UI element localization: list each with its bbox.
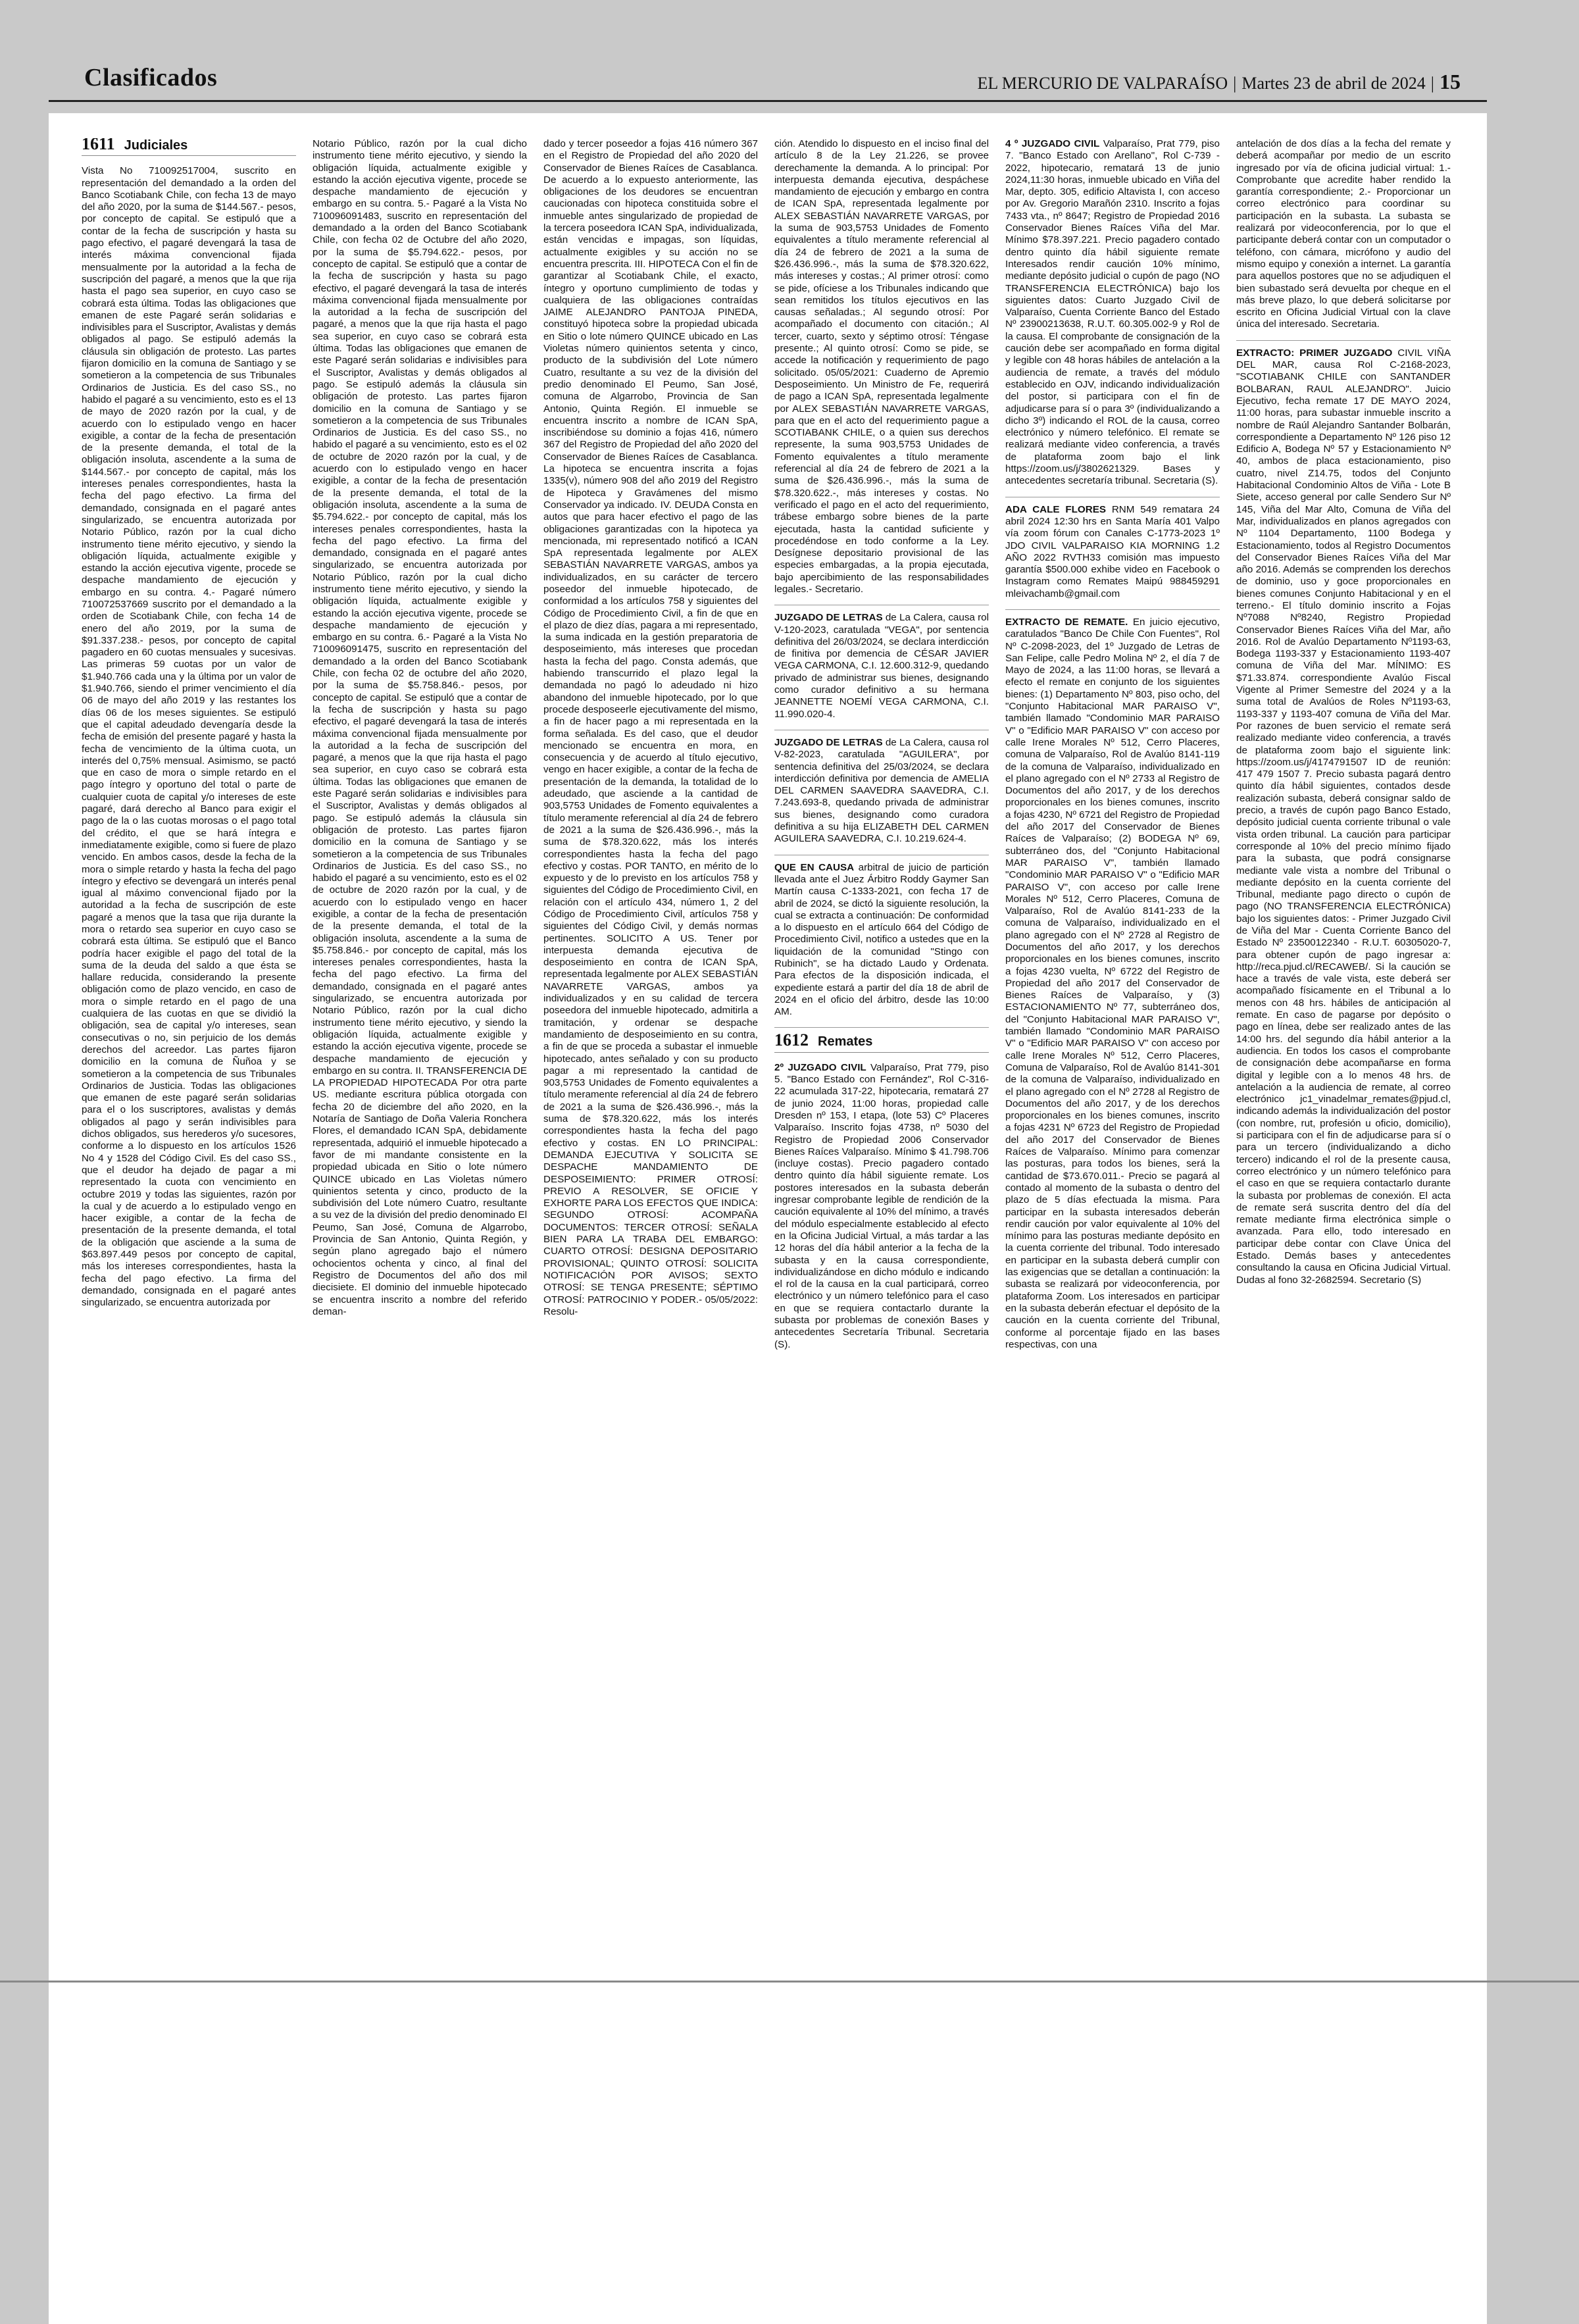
page-number: 15 (1440, 70, 1461, 93)
issue-date: Martes 23 de abril de 2024 (1241, 74, 1426, 93)
notice-lead: JUZGADO DE LETRAS (774, 612, 883, 624)
newspaper-name: EL MERCURIO DE VALPARAÍSO (977, 74, 1228, 93)
notice (1005, 504, 1220, 610)
notice-text: antelación de dos días a la fecha del remate y deberá acompañar por medio de un escrito ingresado por vía de oficina judicial virtual: 1.- Comprobante que acredite haber rendido la garantía correspondiente; 2.- Proporcionar un correo electrónico para coordinar su participación en la subasta. La subasta se realizará por videoconferencia, por lo que el participante deberá contar con un computador o teléfono, con cámara, micrófono y audio del mismo equipo y conexión a internet. La garantía para aquellos postores que no se adjudiquen el bien subastado será devuelta por cheque en el más breve plazo, lo que deberá solicitarse por escrito en Oficina Judicial Virtual con la clave única del interesado. Secretaria. (1236, 138, 1451, 330)
column-4 (774, 138, 989, 2059)
notice (774, 1062, 989, 1360)
notice-text: CIVIL VIÑA DEL MAR, causa Rol C-2168-2023, "SCOTIABANK CHILE con SANTANDER BOLBARAN, RAUL ALEJANDRO". Juicio Ejecutivo, fecha remate 17 DE MAYO 2024, 11:00 horas, para subastar inmueble inscrito a nombre de Raúl Alejandro Santander Bolbarán, correspondiente a Departamento Nº 126 piso 12 Edificio A, Bodega Nº 57 y Estacionamiento Nº 40, ambos de placa estacionamiento, piso cuatro, nivel Z14.75, todos del Conjunto Habitacional Condominio Altos de Viña - Lote B Siete, acceso general por calle Sendero Sur Nº 145, Viña del Mar Alto, Comuna de Viña del Mar, individualizados en planos agregados con Nº 1104 Departamento, 1100 Bodega y Estacionamiento, todos al Registro Documentos del Conservador Bienes Raíces Viña del Mar año 2016. Además se comprenden los derechos de dominio, uso y goce proporcionales en bienes comunes Conjunto Habitacional y en el terreno.- El título dominio inscrito a Fojas Nº7088 Nº8240, Registro Propiedad Conservador Bienes Raíces Viña del Mar, año 2016. Rol de Avalúo Departamento Nº1193-63, Bodega 1193-337 y Estacionamiento 1193-407 comuna de Viña del Mar. MÍNIMO: ES $71.33.874. correspondiente Avalúo Fiscal Vigente al Primer Semestre del 2024 y a la suma total de Avalúos de Roles Nº1193-63, 1193-337 y 1193-407 comuna de Viña del Mar. Por razones de buen servicio el remate será realizado mediante video conferencia, a través de plataforma zoom bajo el siguiente link: https://zoom.us/j/4174791507 ID de reunión: 417 479 1507 7. Precio subasta pagará dentro quinto día hábil siguientes, contados desde realización subasta, deberá consignar saldo de precio, a través de cupón pago Banco Estado, depósito judicial cuenta corriente tribunal o vale vista orden tribunal. La caución para participar corresponde al 10% del precio mínimo fijado para la subasta, que podrá consignarse mediante vale vista a nombre del Tribunal o mediante depósito en la cuenta corriente del Tribunal, mediante pago directo o cupón de pago (NO TRANSFERENCIA ELECTRÓNICA) bajo los siguientes datos: - Primer Juzgado Civil de Viña del Mar - Cuenta Corriente Banco del Estado Nº 23500122340 - R.U.T. 60305020-7, para obtener cupón de pago ingresar a: http://reca.pjud.cl/RECAWEB/. Si la caución se hace a través de vale vista, este deberá ser acompañado físicamente en el Tribunal a lo menos con 48 hrs. hábiles de anticipación al remate. En caso de pagarse por depósito o pago en línea, debe ser realizado antes de las 14:00 hrs. del segundo día hábil anterior a la audiencia. En todos los casos el comprobante de consignación debe acompañarse en forma digital y legible con a lo menos 48 hrs. de antelación a la audiencia de remate, al correo electrónico jc1_vinadelmar_remates@pjud.cl, indicando además la individualización del postor (con nombre, rut, profesión u oficio, domicilio), si participara con el fin de adjudicarse para sí o para un tercero (individualizando a dicho tercero) indicando el rol de la presente causa, correo electrónico y un número telefónico para el caso en que se requiera contactarlo durante la subasta por problemas de conexión. El acta de remate será suscrita dentro del día del remate mediante firma electrónica simple o avanzada. Para ello, todo interesado en participar debe contar con Clave Única del Estado. Demás bases y antecedentes consultando la causa en Oficina Judicial Virtual. Dudas al fono 32-2682594. Secretario (S) (1236, 347, 1451, 1286)
notice (1236, 347, 1451, 1296)
notice-text: Notario Público, razón por la cual dicho instrumento tiene mérito ejecutivo, y siendo la obligación líquida, actualmente exigible y estando la acción ejecutiva vigente, procede se despache mandamiento de ejecución y embargo en su contra. 5.- Pagaré a la Vista No 710096091483, suscrito en representación del demandado a la orden del Banco Scotiabank Chile, con fecha 02 de Octubre del año 2020, por la suma de $5.794.622.- pesos, por concepto de capital. Se estipuló que a contar de la fecha de suscripción y hasta su pago efectivo, el pagaré devengará la tasa de interés máxima convencional fijada mensualmente por la autoridad a la fecha de suscripción del pagaré, a menos que la que rija hasta el pago sea superior, en cuyo caso se cobrará esta última. Todas las obligaciones que emanen de este Pagaré serán solidarias e indivisibles para el Suscriptor, Avalistas y demás obligados al pago. Se estipuló además la cláusula sin obligación de protesto. Las partes fijaron domicilio en la comuna de Santiago y se sometieron a la competencia de sus Tribunales Ordinarios de Justicia. Es del caso SS., no habido el pagaré a su vencimiento, esto es el 02 de octubre de 2020 razón por la cual, y de acuerdo con lo estipulado vengo en hacer exigible, a contar de la fecha de presentación de la presente demanda, el total de la obligación insoluta, ascendente a la suma de $5.794.622.- por concepto de capital, más los intereses penales correspondientes, hasta la fecha del pago efectivo. La firma del demandado, consignada en el pagaré antes singularizado, se encuentra autorizada por Notario Público, razón por la cual dicho instrumento tiene mérito ejecutivo, y siendo la obligación líquida, actualmente exigible y estando la acción ejecutiva vigente, procede se despache mandamiento de ejecución y embargo en su contra. 6.- Pagaré a la Vista No 710096091475, suscrito en representación del demandado a la orden del Banco Scotiabank Chile, con fecha 02 de octubre del año 2020, por la suma de $5.758.846.- pesos, por concepto de capital. Se estipuló que a contar de la fecha de suscripción y hasta su pago efectivo, el pagaré devengará la tasa de interés máxima convencional fijada mensualmente por la autoridad a la fecha de suscripción del pagaré, a menos que la que rija hasta el pago sea superior, en cuyo caso se cobrará esta última. Todas las obligaciones que emanen de este Pagaré serán solidarias e indivisibles para el Suscriptor, Avalistas y demás obligados al pago. Se estipuló además la cláusula sin obligación de protesto. Las partes fijaron domicilio en la comuna de Santiago y se sometieron a la competencia de sus Tribunales Ordinarios de Justicia. Es del caso SS., no habido el pagaré a su vencimiento, esto es el 02 de octubre de 2020 razón por la cual, y de acuerdo con lo estipulado vengo en hacer exigible, a contar de la fecha de presentación de la presente demanda, el total de la obligación insoluta, ascendente a la suma de $5.758.846.- por concepto de capital, más los intereses penales correspondientes, hasta la fecha del pago efectivo. La firma del demandado, consignada en el pagaré antes singularizado, se encuentra autorizada por Notario Público, razón por la cual dicho instrumento tiene mérito ejecutivo, y siendo la obligación líquida, actualmente exigible y estando la acción ejecutiva vigente, procede se despache mandamiento de ejecución y embargo en su contra. II. TRANSFERENCIA DE LA PROPIEDAD HIPOTECADA Por otra parte US. mediante escritura pública otorgada con fecha 20 de diciembre del año 2020, en la Notaría de Santiago de Doña Valeria Ronchera Flores, el demandado ICAN SpA, debidamente representada, adquirió el inmueble hipotecado a favor de mi mandante consistente en la propiedad ubicada en Sitio o lote número QUINCE ubicado en Las Violetas número quinientos setenta y cinco, producto de la subdivisión del Lote número Cuatro, resultante a su vez de la división del predio denominado El Peumo, San José, Comuna de Algarrobo, Provincia de San Antonio, Quinta Región, y según plano agregado bajo el número ochocientos ochenta y cinco, al final del Registro de Documentos del año dos mil diecisiete. El dominio del inmueble hipotecado se encuentra inscrito a nombre del referido deman- (313, 138, 527, 1317)
notice (1005, 138, 1220, 497)
column-6 (1236, 138, 1451, 2059)
notice-text: dado y tercer poseedor a fojas 416 número 367 en el Registro de Propiedad del año 2020 del Conservador de Bienes Raíces de Casablanca. De acuerdo a lo expuesto anteriormente, las obligaciones de los deudores se encuentran caucionadas con hipoteca constituida sobre el inmueble antes singularizado de propiedad de la tercera poseedora ICAN SpA, individualizada, están vencidas e impagas, son líquidas, actualmente exigibles y su acción no se encuentra prescrita. III. HIPOTECA Con el fin de garantizar al Scotiabank Chile, el exacto, íntegro y oportuno cumplimiento de todas y cualquiera de las obligaciones contraídas JAIME ALEJANDRO PANTOJA PINEDA, constituyó hipoteca sobre la propiedad ubicada en Sitio o lote número QUINCE ubicado en Las Violetas número quinientos setenta y cinco, producto de la subdivisión del Lote número Cuatro, resultante a su vez de la división del predio denominado El Peumo, San José, comuna de Algarrobo, Provincia de San Antonio, Quinta Región. El inmueble se encuentra inscrito a nombre de ICAN SpA, inscribiéndose su dominio a fojas 416, número 367 del Registro de Propiedad del año 2020 del Conservador de Bienes Raíces de Casablanca. La hipoteca se encuentra inscrita a fojas 1335(v), número 908 del año 2019 del Registro de Hipoteca y Gravámenes del mismo Conservador ya indicado. IV. DEUDA Consta en autos que para hacer efectivo el pago de las obligaciones garantizadas con la hipoteca ya mencionada, mi representado notificó a ICAN SpA representada legalmente por ALEX SEBASTIÁN NAVARRETE VARGAS, ambos ya individualizados, en su carácter de tercero poseedor del inmueble hipotecado, de conformidad a los artículos 758 y siguientes del Código de Procedimiento Civil, a fin de que en el plazo de diez días, pagara a mi representado, la suma indicada en la gestión preparatoria de desposeimiento, más intereses que procedan hasta la fecha del pago. Consta además, que habiendo transcurrido el plazo legal la demandada no pagó lo adeudado ni hizo abandono del inmueble hipotecado, por lo que procede desposeerle ejecutivamente del mismo, a fin de hacer pago a mi representada en la forma señalada. Es del caso, que el deudor mencionado se encuentra en mora, en consecuencia y de acuerdo al título ejecutivo, vengo en hacer exigible, a contar de la fecha de presentación de la demanda, la totalidad de lo adeudado, que asciende a la cantidad de 903,5753 Unidades de Fomento equivalentes a título meramente referencial al día 24 de febrero de 2021 a la suma de $26.436.996.-, más la suma de $78.320.622, más los interés correspondientes hasta la fecha del pago efectivo y costas. POR TANTO, en mérito de lo expuesto y de lo previsto en los artículos 758 y siguientes del Código de Procedimiento Civil, en relación con el artículo 434, número 1, 2 del Código de Procedimiento Civil, artículos 758 y siguientes del Código Civil, y demás normas pertinentes. SOLICITO A US. Tener por interpuesta demanda ejecutiva de desposeimiento en contra de ICAN SpA, representada legalmente por ALEX SEBASTIÁN NAVARRETE VARGAS, ambos ya individualizados y en su calidad de tercera poseedora del inmueble hipotecado, admitirla a tramitación, y ordenar se despache mandamiento de desposeimiento en su contra, a fin de que se proceda a subastar el inmueble hipotecado, antes señalado y con su producto pagar a mi representado la cantidad de 903,5753 Unidades de Fomento equivalentes a título meramente referencial al día 24 de febrero de 2021 a la suma de $26.436.996.-, más la suma de $78.320.622, más los interés correspondientes hasta la fecha del pago efectivo y costas. EN LO PRINCIPAL: DEMANDA EJECUTIVA Y SOLICITA SE DESPACHE MANDAMIENTO DE DESPOSEIMIENTO: PRIMER OTROSÍ: PREVIO A RESOLVER, SE OFICIE Y EXHORTE PARA LOS EFECTOS QUE INDICA: SEGUNDO OTROSÍ: ACOMPAÑA DOCUMENTOS: TERCER OTROSÍ: SEÑALA BIEN PARA LA TRABA DEL EMBARGO: CUARTO OTROSÍ: DESIGNA DEPOSITARIO PROVISIONAL; QUINTO OTROSÍ: SOLICITA NOTIFICACIÓN POR AVISOS; SEXTO OTROSÍ: SE TENGA PRESENTE; SÉPTIMO OTROSÍ: PATROCINIO Y PODER.- 05/05/2022: Resolu- (543, 138, 758, 1317)
notice-text: arbitral de juicio de partición llevada ante el Juez Árbitro Roddy Gaymer San Martín causa C-1333-2021, con fecha 17 de abril de 2024, se dictó la siguiente resolución, la cual se extracta a continuación: De conformidad a lo dispuesto en el artículo 664 del Código de Procedimiento Civil, notifico a ustedes que en la liquidación de la comunidad "Stingo con Rubinich", se ha dictado Laudo y Ordenata. Para efectos de la disposición indicada, el expediente estará a partir del día 18 de abril de 2024 en el oficio del árbitro, desde las 10:00 AM. (774, 861, 989, 1018)
notice-text: ción. Atendido lo dispuesto en el inciso final del artículo 8 de la Ley 21.226, se provee derechamente la demanda. A lo principal: Por interpuesta demanda ejecutiva, despáchese mandamiento de ejecución y embargo en contra de ICAN SpA, representada legalmente por ALEX SEBASTIÁN NAVARRETE VARGAS, por la suma de 903,5753 Unidades de Fomento equivalentes a título meramente referencial al día 24 de febrero de 2021 a la suma de $26.436.996.-, más la suma de $78.320.622, más intereses y costas.; Al primer otrosí: como se pide, ofíciese a los Tribunales indicando que sean remitidos los títulos ejecutivos en las causas señaladas.; Al segundo otrosí: Por acompañado el documento con citación.; Al tercer, cuarto, sexto y séptimo otrosí: Téngase presente.; Al quinto otrosí: Como se pide, se accede la notificación y requerimiento de pago solicitado. 05/05/2021: Cuaderno de Apremio Desposeimiento. Un Ministro de Fe, requerirá de pago a ICAN SpA, representada legalmente por ALEX SEBASTIÁN NAVARRETE VARGAS, para que en el acto del requerimiento pague a SCOTIABANK CHILE, o a quien sus derechos represente, la suma 903,5753 Unidades de Fomento equivalentes a título meramente referencial al día 24 de febrero de 2021 a la suma de $26.436.996.-, más la suma de $78.320.622.-, más intereses y costas. No verificado el pago en el acto del requerimiento, trábese embargo sobre bienes de la parte ejecutada, hasta la cantidad suficiente y procedéndose en todo conforme a la Ley. Desígnese depositario provisional de las especies embargadas, a la propia ejecutada, bajo apercibimiento de las responsabilidades legales.- Secretario. (774, 138, 989, 595)
column-5 (1005, 138, 1220, 2059)
notice (774, 138, 989, 605)
notice-lead: ADA CALE FLORES (1005, 503, 1106, 515)
notice (774, 862, 989, 1028)
page-header (49, 61, 1487, 102)
notice (1236, 138, 1451, 341)
rubric-name: Remates (818, 1034, 873, 1049)
notice-lead: 4 º JUZGADO CIVIL (1005, 138, 1100, 149)
notice-text: Vista No 710092517004, suscrito en representación del demandado a la orden del Banco Scotiabank Chile, con fecha 13 de mayo del año 2020, por la suma de $144.567.- pesos, por concepto de capital. Se estipuló que a contar de la fecha de suscripción y hasta su pago efectivo, el pagaré devengará la tasa de interés máxima convencional fijada mensualmente por la autoridad a la fecha de suscripción del pagaré, a menos que la que rija hasta el pago sea superior, en cuyo caso se cobrará esta última. Todas las obligaciones que emanen de este Pagaré serán solidarias e indivisibles para el Suscriptor, Avalistas y demás obligados al pago. Se estipuló además la cláusula sin obligación de protesto. Las partes fijaron domicilio en la comuna de Santiago y se sometieron a la competencia de sus Tribunales Ordinarios de Justicia. Es del caso SS., no habido el pagaré a su vencimiento, esto es el 13 de mayo de 2020 razón por la cual, y de acuerdo con lo estipulado vengo en hacer exigible, a contar de la fecha de presentación de la presente demanda, el total de la obligación insoluta, ascendente a la suma de $144.567.- por concepto de capital, más los intereses penales correspondientes, hasta la fecha del pago efectivo. La firma del demandado, consignada en el pagaré antes singularizado, se encuentra autorizada por Notario Público, razón por la cual dicho instrumento tiene mérito ejecutivo, y siendo la obligación líquida, actualmente exigible y estando la acción ejecutiva vigente, procede se despache mandamiento de ejecución y embargo en su contra. 4.- Pagaré número 710072537669 suscrito por el demandado a la orden de Scotiabank Chile, con fecha 14 de enero del año 2019, por la suma de $91.337.238.- pesos, por concepto de capital pagadero en 60 cuotas mensuales y sucesivas. Las primeras 59 cuotas por un valor de $1.940.766 cada una y la última por un valor de $1.940.766, siendo el primer vencimiento el día 06 de mayo del año 2019 y las restantes los días 06 de los meses siguientes. Se estipuló que el capital adeudado devengaría desde la fecha de emisión del presente pagaré y hasta la fecha de vencimiento de la última cuota, un interés del 0,75% mensual. Asimismo, se pactó que en caso de mora o simple retardo en el pago íntegro y oportuno del total o parte de cualquier cuota de capital y/o intereses de este pagaré, dará derecho al Banco para exigir el pago de la o las cuotas morosas o el pago total del crédito, el que se hará íntegra e inmediatamente exigible, como si fuere de plazo vencido. En ambos casos, desde la fecha de la mora o simple retardo y hasta la fecha del pago íntegro y efectivo se devengará un interés penal igual al máximo convencional fijado por la autoridad a la fecha de suscripción de este pagaré a menos que la tasa que rija durante la mora o retardo sea superior en cuyo caso se cobrará esta última. Se estipuló que el Banco podría hacer exigible el pago del total de la suma de la deuda del saldo a que ésta se hallare reducida, considerando la presente obligación como de plazo vencido, en caso de mora o simple retardo en el pago de una cualquiera de las cuotas en que se dividió la obligación, sea de capital y/o intereses, sean consecutivas o no, sin perjuicio de los demás derechos del acreedor. Las partes fijaron domicilio en la comuna de Ñuñoa y se sometieron a la competencia de sus Tribunales Ordinarios de Justicia. Todas las obligaciones que emanen de este pagaré serán solidarias para el o los suscriptores, avalistas y demás obligados al pago y serán indivisibles para dichos obligados, sus herederos y/o sucesores, conforme a lo dispuesto en los artículos 1526 No 4 y 1528 del Código Civil. Es del caso SS., que el deudor ha dejado de pagar a mi representado la cuota con vencimiento en octubre 2019 y todas las siguientes, razón por la cual y de acuerdo a lo estipulado vengo en hacer exigible, a contar de la fecha de presentación de la presente demanda, el total de la obligación que asciende a la suma de $63.897.449 pesos por concepto de capital, más los intereses correspondientes, hasta la fecha del pago efectivo. La firma del demandado, consignada en el pagaré antes singularizado, se encuentra autorizada por (82, 165, 296, 1309)
notice-lead: EXTRACTO: PRIMER JUZGADO (1236, 347, 1393, 359)
rubric-number: 1612 (774, 1030, 809, 1050)
notice-lead: QUE EN CAUSA (774, 861, 855, 873)
classifieds-page (49, 113, 1487, 2324)
rubric-number: 1611 (82, 138, 115, 153)
notice-lead: EXTRACTO DE REMATE. (1005, 616, 1128, 628)
rubric-name: Judiciales (124, 138, 188, 153)
column-3 (543, 138, 758, 2059)
notice (774, 612, 989, 730)
notice-text: Valparaíso, Prat 779, piso 7. "Banco Estado con Arellano", Rol C-739 - 2022, hipotecario, rematará 13 de junio 2024,11:30 horas, inmueble ubicado en Viña del Mar, depto. 305, edificio Altavista I, con acceso por Av. Gregorio Marañón 2310. Inscrito a fojas 7433 vta., nº 8647; Registro de Propiedad 2016 Conservador Bienes Raíces Viña del Mar. Mínimo $78.397.221. Precio pagadero contado dentro quinto día hábil siguiente remate Interesados rendir caución 10% mínimo, mediante depósito judicial o cupón de pago (NO TRANSFERENCIA ELECTRÓNICA) bajo los siguientes datos: Cuarto Juzgado Civil de Valparaíso, Cuenta Corriente Banco del Estado Nº 23900213638, R.U.T. 60.305.002-9 y Rol de la causa. El comprobante de consignación de la caución debe ser acompañado en forma digital y legible con 48 horas hábiles de antelación a la audiencia de remate, a través del módulo establecido en OJV, indicando individualización del postor, si participara con el fin de adjudicarse para sí o para 3º (individualizando a dicho 3º) indicando el ROL de la causa, correo electrónico y número telefónico. El remate se realizará mediante video conferencia, a través de plataforma zoom bajo el link https://zoom.us/j/3802621329. Bases y antecedentes secretaría tribunal. Secretaria (S). (1005, 138, 1220, 487)
column-2 (313, 138, 527, 2059)
notice-lead: JUZGADO DE LETRAS (774, 736, 883, 748)
column-1 (82, 138, 296, 2033)
notice (1005, 617, 1220, 1360)
section-title: Clasificados (84, 64, 218, 91)
rubric-judiciales (82, 138, 296, 156)
notice-text: RNM 549 rematara 24 abril 2024 12:30 hrs en Santa María 401 Valpo vía zoom fórum con Canales C-1773-2023 1º JDO CIVIL VALPARAISO KIA MORNING 1.2 AÑO 2022 RVTH33 comisión mas impuesto garantía $500.000 exhibe video en Facebook o Instagram como Remates Maipú 988459291 mleivachamb@gmail.com (1005, 503, 1220, 599)
notice-text: de La Calera, causa rol V-82-2023, caratulada "AGUILERA", por sentencia definitiva del 25/03/2024, se declara interdicción definitiva por demencia de AMELIA DEL CARMEN SAAVEDRA SAAVEDRA, C.I. 7.243.693-8, quedando privada de administrar sus bienes, designando como curadora definitiva a su hija ELIZABETH DEL CARMEN AGUILERA SAAVEDRA, C.I. 10.219.624-4. (774, 736, 989, 845)
notice-text: Valparaíso, Prat 779, piso 5. "Banco Estado con Fernández", Rol C-316-22 acumulada 317-22, hipotecaria, rematará 27 de junio 2024, 11:00 horas, propiedad calle Dresden nº 153, I etapa, (lote 53) Cº Placeres Valparaíso. Inscrito fojas 4738, nº 5030 del Registro de Propiedad 2006 Conservador Bienes Raíces Valparaíso. Mínimo $ 41.798.706 (incluye costas). Precio pagadero contado dentro quinto día hábil siguiente remate. Los postores interesados en la subasta deberán ingresar comprobante legible de rendición de la caución equivalente al 10% del mínimo, a través del módulo especialmente establecido al efecto en la Oficina Judicial Virtual, a más tardar a las 12 horas del día hábil anterior a la fecha de la subasta y en la causa correspondiente, individualizándose en dicho módulo e indicando el rol de la causa en la cual participará, correo electrónico y un número telefónico para el caso en que se requiera contactarlo durante la subasta por problemas de conexión Bases y antecedentes Secretaría Tribunal. Secretaria (S). (774, 1061, 989, 1350)
notice-lead: 2º JUZGADO CIVIL (774, 1061, 866, 1073)
bottom-rule (0, 1981, 1579, 1983)
notice (774, 737, 989, 855)
masthead: EL MERCURIO DE VALPARAÍSO | Martes 23 de abril de 2024 | 15 (977, 70, 1461, 93)
notice-text: En juicio ejecutivo, caratulados "Banco De Chile Con Fuentes", Rol Nº C-2098-2023, del 1º Juzgado de Letras de San Felipe, calle Pedro Molina Nº 2, el día 7 de Mayo de 2024, a las 11:00 horas, se llevará a efecto el remate en conjunto de los siguientes bienes: (1) Departamento Nº 803, piso ocho, del "Conjunto Habitacional MAR PARAISO V", también llamado "Condominio MAR PARAISO V" o "Edificio MAR PARAISO V" con acceso por calle Irene Morales Nº 512, Cerro Placeres, comuna de Valparaíso, Rol de Avalúo 8141-119 de la comuna de Valparaíso, individualizado en el plano agregado con el Nº 2733 al Registro de Documentos del año 2017, y de los derechos proporcionales en los bienes comunes, inscrito a fojas 4230, Nº 6721 del Registro de Propiedad del año 2017 del Conservador de Bienes Raíces de Valparaíso; (2) BODEGA Nº 69, subterráneo dos, del "Conjunto Habitacional MAR PARAISO V", también llamado "Condominio MAR PARAISO V" o "Edificio MAR PARAISO V", con acceso por calle Irene Morales Nº 512, Cerro Placeres, Comuna de Valparaíso, Rol de Avalúo 8141-233 de la comuna de Valparaíso, individualizado en el plano agregado con el Nº 2728 al Registro de Documentos del año 2017, y los derechos proporcionales en los bienes comunes, inscrito a fojas 4230 vuelta, Nº 6722 del Registro de Propiedad del año 2017 del Conservador de Bienes Raíces de Valparaíso, y (3) ESTACIONAMIENTO Nº 77, subterráneo dos, del "Conjunto Habitacional MAR PARAISO V", también llamado "Condominio MAR PARAISO V" o "Edificio MAR PARAISO V" con acceso por calle Irene Morales Nº 512, Cerro Placeres, Comuna de Valparaíso, Rol de Avalúo 8141-301 de la comuna de Valparaíso, individualizado en el plano agregado con el Nº 2728 al Registro de Documentos del año 2017, y de los derechos proporcionales en los bienes comunes, inscrito a fojas 4231 Nº 6723 del Registro de Propiedad del año 2017 del Conservador de Bienes Raíces de Valparaíso. Mínimo para comenzar las posturas, para todos los bienes, será la cantidad de $73.670.011.- Precio se pagará al contado al momento de la subasta o dentro del plazo de 5 días efectuada la misma. Para participar en la subasta interesados deberán rendir caución por valor equivalente al 10% del mínimo para las posturas mediante depósito en la cuenta corriente del tribunal. Todo interesado en participar en la subasta deberá cumplir con las exigencias que se detallan a continuación: la subasta se realizará por videoconferencia, por plataforma Zoom. Los interesados en participar en la subasta deberán efectuar el depósito de la caución en la cuenta corriente del Tribunal, conforme al porcentaje fijado en las bases respectivas, con una (1005, 616, 1220, 1350)
notice-text: de La Calera, causa rol V-120-2023, caratulada "VEGA", por sentencia definitiva del 26/03/2024, se declara interdicción de finitiva por demencia de CÉSAR JAVIER VEGA CARMONA, C.I. 12.600.312-9, quedando privado de administrar sus bienes, designando como curador definitivo a su hermana JEANNETTE NOEMÍ VEGA CARMONA, C.I. 11.990.020-4. (774, 612, 989, 720)
rubric-remates (774, 1030, 989, 1052)
